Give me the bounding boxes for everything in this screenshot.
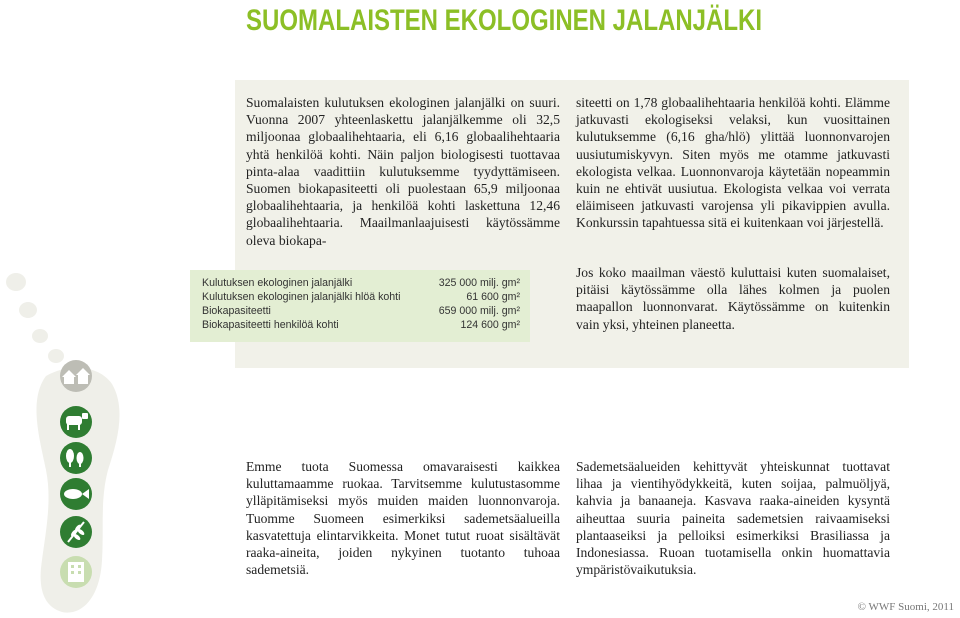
copyright-credit: © WWF Suomi, 2011 <box>857 601 954 613</box>
building-icon <box>60 556 92 588</box>
wheat-icon <box>60 516 92 548</box>
stat-row <box>202 291 518 305</box>
planets-paragraph: Jos koko maailman väestö kuluttaisi kuten suomalaiset, pitäisi käytössämme olla lähes kolmen ja puolen maapallon luonnonvarat. Käytössämme on kuitenkin vain yksi, yhteinen planeetta. <box>576 265 890 332</box>
cow-icon <box>60 406 92 438</box>
rainforest-paragraph: Sademetsäalueiden kehittyvät yhteiskunnat tuottavat lihaa ja vientihyödykkeitä, kuten soijaa, palmuöljyä, kahvia ja banaaneja. Kasvava raaka-aineiden kysyntä aiheuttaa suuria paineita sademetsien raivaamiseksi plantaaseiksi ja pelloiksi esimerkiksi Brasiliassa ja Indonesiassa. Ruoan tuotamisella onkin huomattavia ympäristövaikutuksia. <box>576 459 890 578</box>
fish-icon <box>60 478 92 510</box>
stat-value: 124 600 gm² <box>460 319 520 331</box>
statistics-box <box>190 270 530 342</box>
food-import-paragraph: Emme tuota Suomessa omavaraisesti kaikkea kuluttamaamme ruokaa. Tarvitsemme kulutustasomme ylläpitämiseksi myös muiden maiden luonnonvaroja. Tuomme Suomeen esimerkiksi sademetsäalueilla kasvatettuja elintarvikkeita. Monet tutut ruoat sisältävät raaka-aineita, joiden nykyinen tuotanto tuhoaa sademetsiä. <box>246 459 560 578</box>
stat-row <box>202 305 518 319</box>
stat-value: 325 000 milj. gm² <box>438 277 520 289</box>
page-title: SUOMALAISTEN EKOLOGINEN JALANJÄLKI <box>246 4 763 37</box>
stat-value: 659 000 milj. gm² <box>438 305 520 317</box>
trees-icon <box>60 442 92 474</box>
intro-paragraph: Suomalaisten kulutuksen ekologinen jalanjälki on suuri. Vuonna 2007 yhteenlaskettu jalanjälkemme oli 32,5 miljoonaa globaalihehtaaria, eli 6,16 globaalihehtaaria yhtä henkilöä kohti. Näin paljon biologisesti tuottavaa pinta-alaa vaadittiin kulutuksemme tyydyttämiseen. Suomen biokapasiteetti oli puolestaan 65,9 miljoonaa globaalihehtaaria, ja henkilöä kohti laskettuna 12,46 globaalihehtaaria. Maailmanlaajuisesti käytössämme oleva biokapa- <box>246 95 560 248</box>
stat-value: 61 600 gm² <box>466 291 520 303</box>
stat-label: Kulutuksen ekologinen jalanjälki hlöä kohti <box>202 291 401 303</box>
stat-row <box>202 277 518 291</box>
stat-label: Biokapasiteetti henkilöä kohti <box>202 319 339 331</box>
stat-row <box>202 319 518 333</box>
footprint-illustration <box>0 0 200 618</box>
stat-label: Biokapasiteetti <box>202 305 271 317</box>
stat-label: Kulutuksen ekologinen jalanjälki <box>202 277 353 289</box>
houses-icon <box>60 360 92 392</box>
ecological-debt-paragraph: siteetti on 1,78 globaalihehtaaria henkilöä kohti. Elämme jatkuvasti ekologiseksi velaksi, kun vuosittainen kulutuksemme (6,16 gha/hlö) ylittää luonnonvarojen uusiutumiskyvyn. Siten myös me otamme jatkuvasti ekologista velkaa. Luonnonvaroja käytetään nopeammin kuin ne ehtivät uusiutua. Ekologista velkaa voi verrata eläimiseen jatkuvasti varojensa yli pikavippien avulla. Konkurssin tapahtuessa sitä ei kuitenkaan voi järjestellä. <box>576 95 890 231</box>
